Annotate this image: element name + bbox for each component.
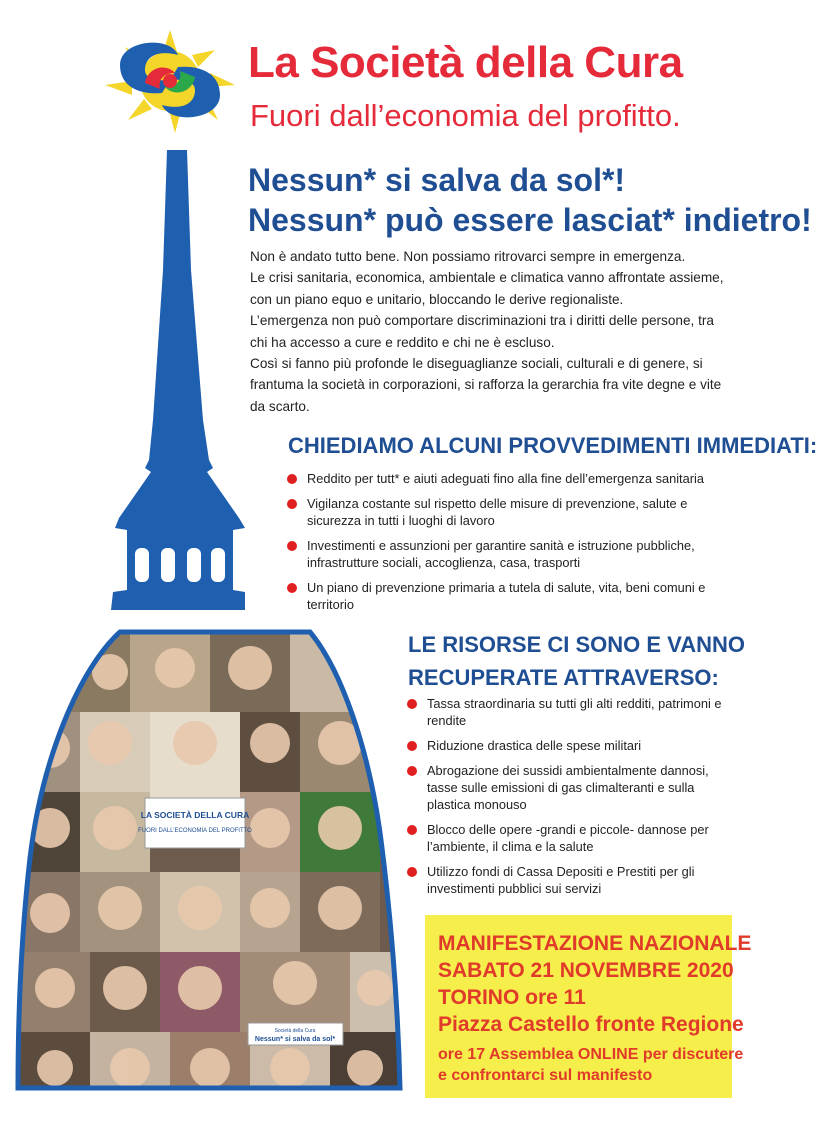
resource-item: Tassa straordinaria su tutti gli alti redditi, patrimoni e rendite xyxy=(407,695,737,729)
headline-line-2: Nessun* può essere lasciat* indietro! xyxy=(248,202,812,238)
collage-sign-1-line-2: FUORI DALL’ECONOMIA DEL PROFITTO xyxy=(138,828,252,834)
demands-title: CHIEDIAMO ALCUNI PROVVEDIMENTI IMMEDIATI: xyxy=(288,433,817,458)
demand-item: Investimenti e assunzioni per garantire sanità e istruzione pubbliche, infrastrutture sociali, accoglienza, casa, trasporti xyxy=(287,537,737,571)
intro-text xyxy=(250,246,735,417)
page-subtitle: Fuori dall’economia del profitto. xyxy=(250,98,681,133)
mole-antonelliana-icon xyxy=(105,150,255,620)
collage-sign-2-line-1: Società della Cura xyxy=(274,1028,316,1034)
event-line-1: MANIFESTAZIONE NAZIONALE xyxy=(438,932,752,955)
collage-sign-1-line-1: LA SOCIETÀ DELLA CURA xyxy=(140,810,250,820)
resources-title xyxy=(408,628,745,694)
headline-line-1: Nessun* si salva da sol*! xyxy=(248,162,626,198)
intro-paragraph: Non è andato tutto bene. Non possiamo ritrovarci sempre in emergenza. xyxy=(250,249,686,264)
event-line-5: ore 17 Assemblea ONLINE per discutere xyxy=(438,1046,744,1063)
resource-item: Utilizzo fondi di Cassa Depositi e Prestiti per gli investimenti pubblici sui servizi xyxy=(407,863,737,897)
photo-collage xyxy=(10,628,410,1098)
demand-item: Un piano di prevenzione primaria a tutela di salute, vita, beni comuni e territorio xyxy=(287,579,737,613)
collage-sign-2-line-2: Nessun* si salva da sol* xyxy=(254,1036,336,1043)
event-line-2: SABATO 21 NOVEMBRE 2020 xyxy=(438,959,734,982)
event-line-4: Piazza Castello fronte Regione xyxy=(438,1013,744,1036)
demand-item: Vigilanza costante sul rispetto delle misure di prevenzione, salute e sicurezza in tutti i luoghi di lavoro xyxy=(287,495,737,529)
headline xyxy=(248,160,812,240)
resources-title-line-1: LE RISORSE CI SONO E VANNO xyxy=(408,632,745,657)
event-line-3: TORINO ore 11 xyxy=(438,986,586,1009)
resources-title-line-2: RECUPERATE ATTRAVERSO: xyxy=(408,665,719,690)
demand-item: Reddito per tutt* e aiuti adeguati fino alla fine dell’emergenza sanitaria xyxy=(287,470,737,487)
demands-list xyxy=(287,470,737,621)
resource-item: Abrogazione dei sussidi ambientalmente dannosi, tasse sulle emissioni di gas climalteranti e sulla plastica monouso xyxy=(407,762,737,813)
resource-item: Blocco delle opere -grandi e piccole- dannose per l’ambiente, il clima e la salute xyxy=(407,821,737,855)
intro-paragraph: Così si fanno più profonde le diseguaglianze sociali, culturali e di genere, si frantuma la società in corporazioni, si rafforza la gerarchia fra vite degne e vite da scarto. xyxy=(250,356,722,414)
logo-icon xyxy=(100,25,240,135)
event-line-6: e confrontarci sul manifesto xyxy=(438,1067,653,1084)
intro-paragraph: Le crisi sanitaria, economica, ambientale e climatica vanno affrontate assieme, con un piano equo e unitario, bloccando le derive regionaliste. xyxy=(250,270,724,307)
collage-tiles xyxy=(10,628,410,1098)
event-details xyxy=(438,930,751,1086)
intro-paragraph: L’emergenza non può comportare discriminazioni tra i diritti delle persone, tra chi ha accesso a cure e reddito e chi ne è escluso. xyxy=(250,313,714,350)
resource-item: Riduzione drastica delle spese militari xyxy=(407,737,737,754)
page-title: La Società della Cura xyxy=(248,38,683,87)
resources-list xyxy=(407,695,737,905)
